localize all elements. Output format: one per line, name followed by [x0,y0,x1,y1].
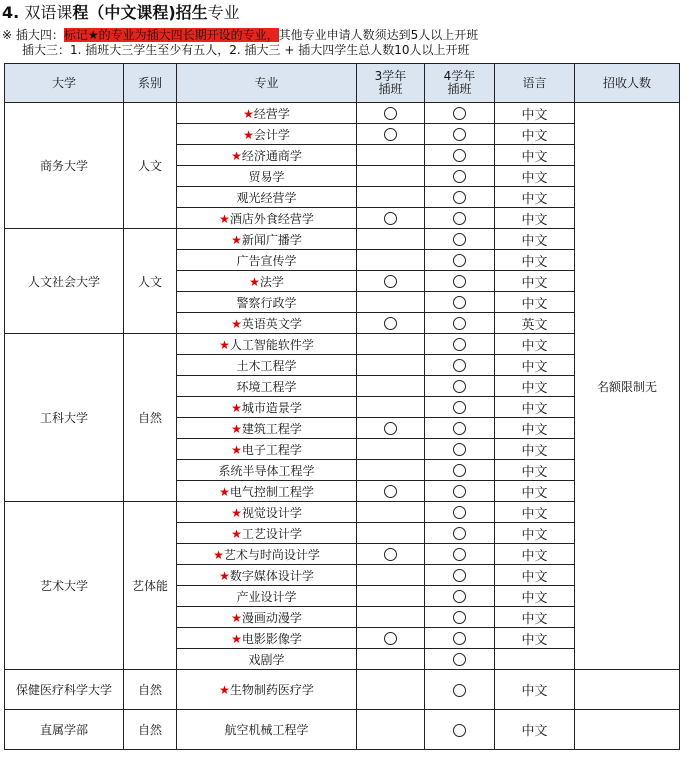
language-cell: 中文 [495,124,575,145]
table-row [5,103,680,124]
star-icon: ★ [231,631,242,646]
circle-icon [384,422,397,435]
major-cell [177,313,357,334]
year4-cell [425,649,495,670]
year3-cell [357,376,425,397]
year4-cell [425,355,495,376]
circle-icon [453,128,466,141]
header-year4 [425,64,495,103]
page-title [2,0,240,26]
language-cell: 中文 [495,439,575,460]
header-year4-label: 4学年 插班 [443,69,476,96]
major-cell [177,544,357,565]
star-icon: ★ [231,526,242,541]
year4-cell [425,166,495,187]
circle-icon [453,338,466,351]
language-cell: 中文 [495,670,575,710]
language-cell: 中文 [495,292,575,313]
circle-icon [453,569,466,582]
university-cell: 商务大学 [5,103,124,229]
year3-cell [357,187,425,208]
language-cell: 中文 [495,418,575,439]
circle-icon [453,527,466,540]
major-cell [177,460,357,481]
star-icon: ★ [243,127,254,142]
circle-icon [453,149,466,162]
language-cell: 中文 [495,166,575,187]
star-icon: ★ [231,421,242,436]
header-department: 系别 [124,64,177,103]
language-cell: 中文 [495,628,575,649]
major-cell [177,523,357,544]
major-cell [177,229,357,250]
star-icon: ★ [231,610,242,625]
circle-icon [453,170,466,183]
year3-cell [357,397,425,418]
year4-cell [425,208,495,229]
header-language: 语言 [495,64,575,103]
language-cell [495,649,575,670]
year3-cell [357,502,425,523]
circle-icon [453,422,466,435]
major-cell [177,145,357,166]
major-name: 会计学 [253,127,290,142]
language-cell: 中文 [495,250,575,271]
major-name: 警察行政学 [236,295,297,310]
year3-cell [357,418,425,439]
header-year3-label: 3学年 插班 [374,69,407,96]
note-highlight: 标记★的专业为插大四长期开设的专业， [63,28,279,42]
circle-icon [453,653,466,666]
major-cell [177,670,357,710]
title-part2: 程（中文课程)招生 [72,3,208,22]
circle-icon [384,275,397,288]
department-cell: 自然 [124,670,177,710]
circle-icon [453,380,466,393]
major-cell [177,710,357,750]
language-cell: 中文 [495,229,575,250]
year3-cell [357,208,425,229]
year3-cell [357,439,425,460]
year3-cell [357,710,425,750]
star-icon: ★ [231,400,242,415]
circle-icon [384,485,397,498]
year3-cell [357,628,425,649]
language-cell: 中文 [495,208,575,229]
year4-cell [425,376,495,397]
major-name: 漫画动漫学 [241,610,302,625]
major-name: 艺术与时尚设计学 [223,547,320,562]
quota-cell-empty [575,710,680,750]
major-name: 经营学 [253,106,290,121]
major-cell [177,502,357,523]
major-name: 广告宣传学 [236,253,297,268]
year3-cell [357,334,425,355]
major-name: 酒店外食经营学 [229,211,314,226]
circle-icon [453,506,466,519]
language-cell: 中文 [495,187,575,208]
major-name: 建筑工程学 [241,421,302,436]
circle-icon [384,632,397,645]
star-icon: ★ [231,442,242,457]
major-cell [177,355,357,376]
year4-cell [425,292,495,313]
table-header-row [5,64,680,103]
year3-cell [357,124,425,145]
major-name: 戏剧学 [248,652,285,667]
star-icon: ★ [231,232,242,247]
department-cell: 自然 [124,334,177,502]
major-cell [177,271,357,292]
table-row [5,670,680,710]
circle-icon [453,107,466,120]
circle-icon [384,128,397,141]
note-line-1 [2,28,478,43]
majors-table [4,63,680,750]
circle-icon [453,275,466,288]
year4-cell [425,271,495,292]
major-cell [177,439,357,460]
major-cell [177,292,357,313]
language-cell: 中文 [495,355,575,376]
department-cell: 人文 [124,229,177,334]
year4-cell [425,607,495,628]
star-icon: ★ [231,148,242,163]
language-cell: 中文 [495,103,575,124]
year4-cell [425,397,495,418]
year3-cell [357,292,425,313]
major-name: 土木工程学 [236,358,297,373]
header-major: 专业 [177,64,357,103]
circle-icon [453,359,466,372]
language-cell: 中文 [495,710,575,750]
note-line-1-rest: 其他专业申请人数须达到5人以上开班 [278,28,479,42]
quota-cell: 名额限制无 [575,103,680,670]
circle-icon [453,254,466,267]
star-icon: ★ [219,211,230,226]
year3-cell [357,586,425,607]
major-cell [177,418,357,439]
major-name: 环境工程学 [236,379,297,394]
star-icon: ★ [249,274,260,289]
year4-cell [425,439,495,460]
major-name: 视觉设计学 [241,505,302,520]
year4-cell [425,313,495,334]
year4-cell [425,565,495,586]
title-part1: 双语课 [24,3,73,22]
major-cell [177,628,357,649]
circle-icon [453,317,466,330]
year3-cell [357,229,425,250]
major-name: 数字媒体设计学 [229,568,314,583]
department-cell: 自然 [124,710,177,750]
major-name: 生物制药医疗学 [229,683,314,697]
language-cell: 中文 [495,565,575,586]
year4-cell [425,124,495,145]
language-cell: 中文 [495,502,575,523]
major-cell [177,481,357,502]
language-cell: 英文 [495,313,575,334]
university-cell: 直属学部 [5,710,124,750]
circle-icon [384,212,397,225]
university-cell: 艺术大学 [5,502,124,670]
major-cell [177,166,357,187]
star-icon: ★ [243,106,254,121]
year4-cell [425,145,495,166]
star-icon: ★ [219,683,230,697]
star-icon: ★ [219,484,230,499]
quota-cell-empty [575,670,680,710]
circle-icon [453,233,466,246]
year3-cell [357,355,425,376]
language-cell: 中文 [495,397,575,418]
year3-cell [357,544,425,565]
year3-cell [357,313,425,334]
circle-icon [453,485,466,498]
major-name: 城市造景学 [241,400,302,415]
major-cell [177,334,357,355]
year3-cell [357,250,425,271]
major-name: 贸易学 [248,169,285,184]
table-row [5,710,680,750]
language-cell: 中文 [495,544,575,565]
major-cell [177,397,357,418]
year3-cell [357,565,425,586]
star-icon: ★ [231,505,242,520]
university-cell: 工科大学 [5,334,124,502]
year3-cell [357,649,425,670]
year4-cell [425,250,495,271]
year3-cell [357,523,425,544]
language-cell: 中文 [495,481,575,502]
major-cell [177,208,357,229]
language-cell: 中文 [495,271,575,292]
major-cell [177,103,357,124]
title-number: 4. [2,3,20,22]
year4-cell [425,334,495,355]
major-cell [177,649,357,670]
circle-icon [384,548,397,561]
major-cell [177,187,357,208]
circle-icon [453,611,466,624]
major-cell [177,250,357,271]
circle-icon [453,191,466,204]
year4-cell [425,502,495,523]
year4-cell [425,628,495,649]
major-name: 航空机械工程学 [224,723,309,737]
year3-cell [357,460,425,481]
notes [2,28,478,58]
major-name: 经济通商学 [241,148,302,163]
major-name: 法学 [259,274,284,289]
circle-icon [384,107,397,120]
language-cell: 中文 [495,523,575,544]
major-name: 工艺设计学 [241,526,302,541]
major-name: 电气控制工程学 [229,484,314,499]
major-name: 电子工程学 [241,442,302,457]
year4-cell [425,460,495,481]
year3-cell [357,145,425,166]
language-cell: 中文 [495,586,575,607]
star-icon: ★ [231,316,242,331]
major-cell [177,607,357,628]
year3-cell [357,670,425,710]
circle-icon [453,296,466,309]
major-cell [177,124,357,145]
major-cell [177,586,357,607]
circle-icon [453,684,466,697]
major-name: 电影影像学 [241,631,302,646]
header-year3 [357,64,425,103]
header-quota: 招收人数 [575,64,680,103]
star-icon: ★ [219,337,230,352]
year4-cell [425,523,495,544]
major-name: 新闻广播学 [241,232,302,247]
major-name: 产业设计学 [236,589,297,604]
language-cell: 中文 [495,607,575,628]
year3-cell [357,481,425,502]
department-cell: 人文 [124,103,177,229]
circle-icon [453,464,466,477]
circle-icon [453,401,466,414]
header-university: 大学 [5,64,124,103]
year4-cell [425,670,495,710]
year4-cell [425,544,495,565]
year3-cell [357,271,425,292]
major-name: 系统半导体工程学 [218,463,315,478]
title-part3: 专业 [207,3,240,22]
major-cell [177,376,357,397]
major-name: 观光经营学 [236,190,297,205]
major-name: 人工智能软件学 [229,337,314,352]
circle-icon [453,632,466,645]
language-cell: 中文 [495,460,575,481]
university-cell: 人文社会大学 [5,229,124,334]
circle-icon [453,443,466,456]
year4-cell [425,710,495,750]
major-name: 英语英文学 [241,316,302,331]
year3-cell [357,103,425,124]
year4-cell [425,229,495,250]
language-cell: 中文 [495,334,575,355]
university-cell: 保健医疗科学大学 [5,670,124,710]
year4-cell [425,103,495,124]
language-cell: 中文 [495,145,575,166]
year3-cell [357,607,425,628]
language-cell: 中文 [495,376,575,397]
star-icon: ★ [219,568,230,583]
circle-icon [453,548,466,561]
circle-icon [453,590,466,603]
table-body [5,103,680,750]
year4-cell [425,586,495,607]
circle-icon [384,317,397,330]
note-line-1-prefix: ※ 插大四： [2,28,64,42]
year4-cell [425,481,495,502]
star-icon: ★ [213,547,224,562]
circle-icon [453,212,466,225]
year4-cell [425,187,495,208]
department-cell: 艺体能 [124,502,177,670]
note-line-2: 插大三：1. 插班大三学生至少有五人，2. 插大三 + 插大四学生总人数10人以上开班 [22,43,470,57]
year4-cell [425,418,495,439]
circle-icon [453,724,466,737]
year3-cell [357,166,425,187]
major-cell [177,565,357,586]
